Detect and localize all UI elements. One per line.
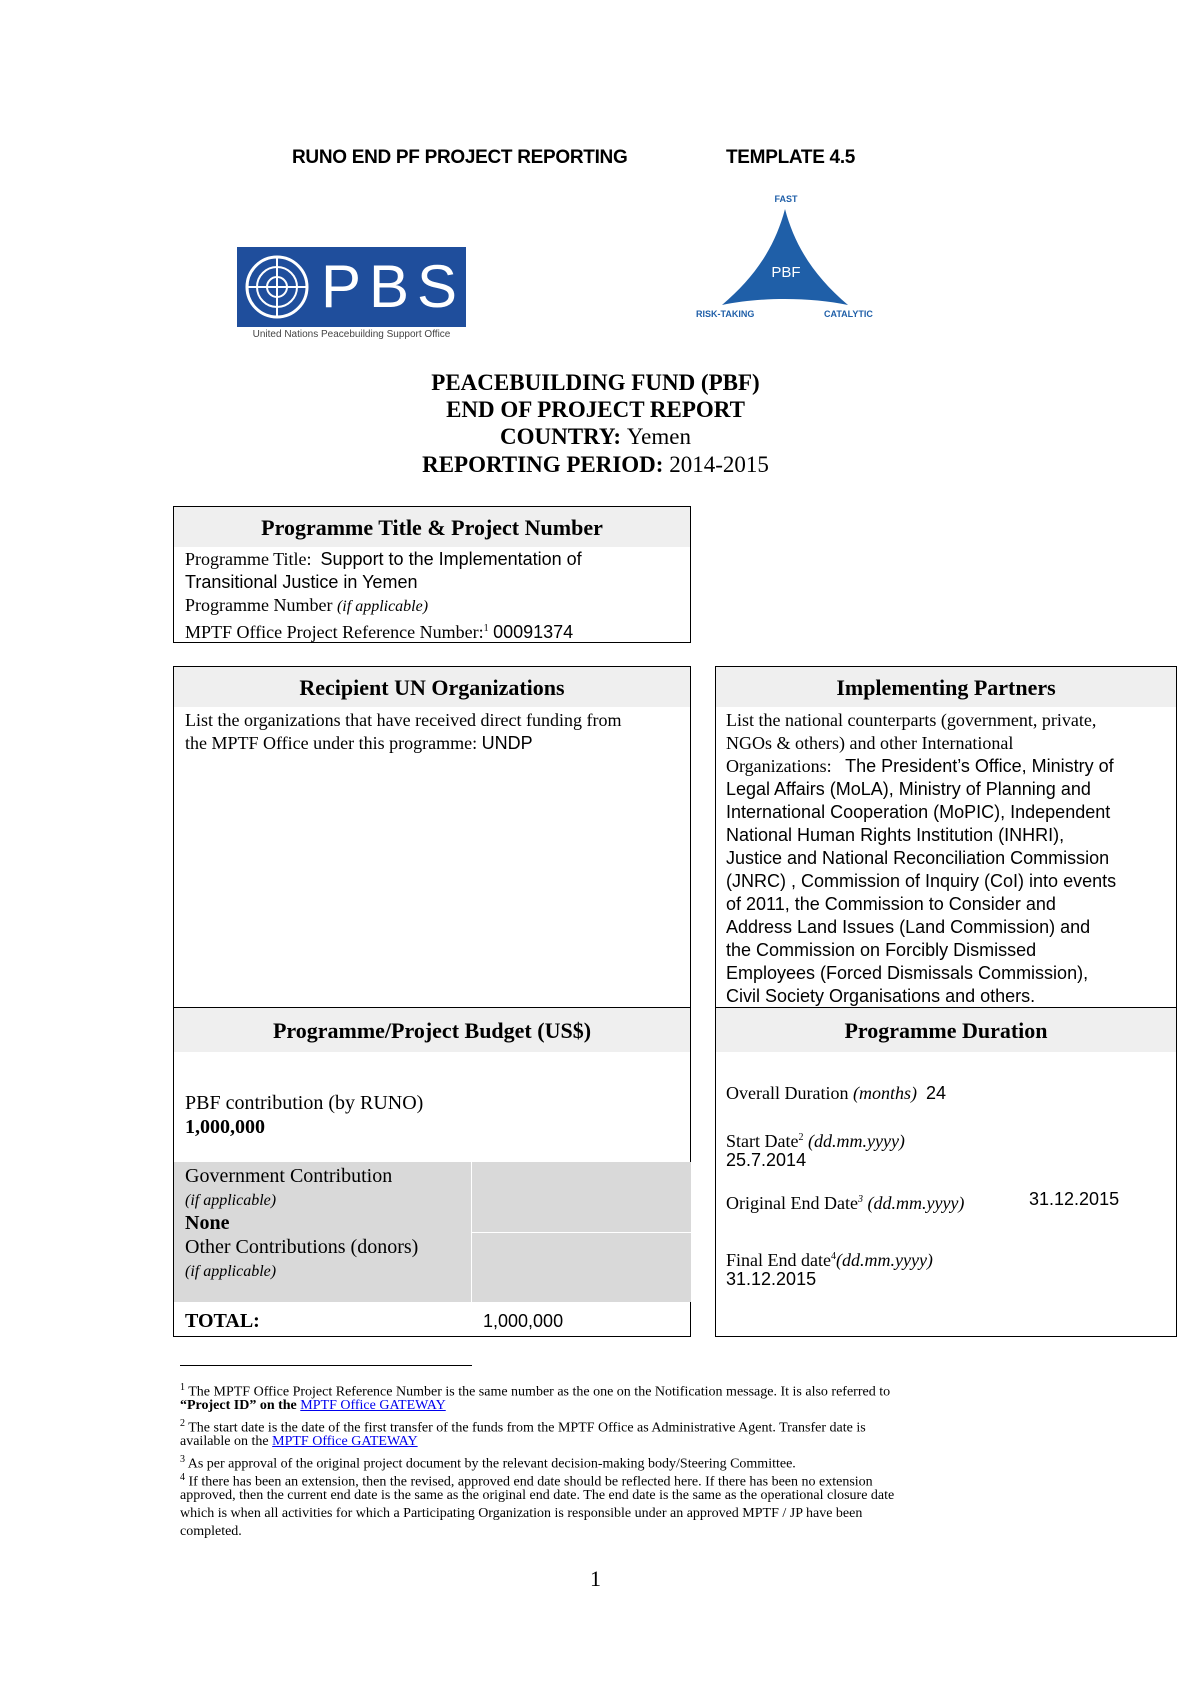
- overall-duration-row: [726, 1082, 946, 1105]
- partners-value-line: (JNRC) , Commission of Inquiry (CoI) into events: [726, 871, 1117, 891]
- partners-value-line: Address Land Issues (Land Commission) and: [726, 917, 1091, 937]
- period-line: [0, 452, 1191, 478]
- start-date-value: 25.7.2014: [726, 1150, 807, 1170]
- footnote-3-text: As per approval of the original project document by the relevant decision-making body/Steering Committee.: [187, 1456, 796, 1472]
- final-end-format: (dd.mm.yyyy): [835, 1250, 933, 1270]
- partners-intro-1: List the national counterparts (government, private,: [726, 710, 1097, 730]
- pbso-logo: [237, 247, 520, 346]
- period-label: REPORTING PERIOD:: [422, 452, 664, 477]
- partners-value-line: Employees (Forced Dismissals Commission),: [726, 963, 1089, 983]
- footnote-1-text: The MPTF Office Project Reference Number is the same number as the one on the Notification message. It is also referred to: [188, 1384, 891, 1400]
- recipients-heading: Recipient UN Organizations: [174, 667, 690, 707]
- mptf-gateway-link[interactable]: MPTF Office GATEWAY: [300, 1398, 446, 1413]
- programme-title-value-2: Transitional Justice in Yemen: [185, 572, 418, 592]
- final-end-label: Final End date: [726, 1250, 831, 1270]
- recipients-line1: List the organizations that have received direct funding from: [185, 710, 622, 730]
- footnote-2-num: 2: [180, 1418, 185, 1429]
- other-contribution-label: Other Contributions (donors): [185, 1236, 419, 1258]
- partners-intro-3: Organizations:: [726, 756, 832, 776]
- programme-number-label: Programme Number: [185, 595, 333, 615]
- footnote-1-bold: “Project ID” on the: [180, 1398, 297, 1413]
- partners-heading: Implementing Partners: [716, 667, 1176, 707]
- programme-heading: Programme Title & Project Number: [174, 507, 690, 547]
- pbf-risk-label: RISK-TAKING: [696, 309, 755, 319]
- original-end-value: 31.12.2015: [1029, 1189, 1120, 1209]
- programme-box: [173, 506, 691, 643]
- pbf-fast-label: FAST: [774, 194, 798, 204]
- partners-value-line: the Commission on Forcibly Dismissed: [726, 940, 1037, 960]
- total-label: TOTAL:: [185, 1310, 260, 1332]
- pbf-contribution-value: 1,000,000: [185, 1116, 265, 1138]
- programme-title-value-1: Support to the Implementation of: [320, 549, 582, 569]
- footnote-1-cont: [180, 1397, 1020, 1415]
- reference-number-label: MPTF Office Project Reference Number:: [185, 622, 484, 642]
- start-date-sup: 2: [798, 1132, 804, 1143]
- partners-value-line: Legal Affairs (MoLA), Ministry of Planning and: [726, 779, 1091, 799]
- partners-value-line: Justice and National Reconciliation Commission: [726, 848, 1110, 868]
- pbf-catalytic-label: CATALYTIC: [824, 309, 873, 319]
- programme-number-row: [185, 594, 428, 618]
- footnote-2-cont: [180, 1433, 1020, 1451]
- duration-box: [715, 1007, 1177, 1337]
- report-type-header: RUNO END PF PROJECT REPORTING: [292, 147, 628, 168]
- partners-value-line: The President’s Office, Ministry of: [845, 756, 1114, 776]
- pbf-contribution-label: PBF contribution (by RUNO): [185, 1092, 424, 1114]
- pbf-center-label: PBF: [771, 264, 801, 281]
- final-end-sup: 4: [830, 1251, 836, 1262]
- country-line: [0, 424, 1191, 450]
- footnote-4-line: which is when all activities for which a Participating Organization is responsible under an approved MPTF / JP have been: [180, 1506, 863, 1521]
- total-value: 1,000,000: [483, 1311, 564, 1331]
- footnote-4-num: 4: [180, 1472, 185, 1483]
- page-number: 1: [590, 1566, 601, 1591]
- pbso-letters: PBSO: [321, 253, 520, 320]
- un-emblem-icon: [241, 251, 313, 323]
- report-title-line2: END OF PROJECT REPORT: [446, 397, 745, 422]
- footnote-3-num: 3: [180, 1454, 185, 1465]
- reference-number-row: [185, 617, 573, 644]
- pbso-caption: United Nations Peacebuilding Support Office: [252, 329, 451, 340]
- footnote-4-line: approved, then the current end date is the same as the original end date. The end date is the same as the operational closure date: [180, 1488, 895, 1503]
- footnote-1-num: 1: [180, 1382, 185, 1393]
- shade-divider: [472, 1232, 691, 1233]
- original-end-label: Original End Date: [726, 1193, 858, 1213]
- reference-number-value: 00091374: [493, 622, 574, 642]
- gov-contribution-note: (if applicable): [185, 1192, 277, 1209]
- final-end-value: 31.12.2015: [726, 1269, 817, 1289]
- partners-box: [715, 666, 1177, 1008]
- recipients-line2: the MPTF Office under this programme:: [185, 733, 478, 753]
- partners-value-line: Civil Society Organisations and others.: [726, 986, 1036, 1006]
- overall-duration-label: Overall Duration: [726, 1083, 849, 1103]
- start-date-label: Start Date: [726, 1131, 799, 1151]
- report-title-line1: PEACEBUILDING FUND (PBF): [431, 370, 760, 395]
- footnote-4-line: completed.: [180, 1524, 242, 1539]
- recipients-box: [173, 666, 691, 1008]
- reference-number-sup: 1: [483, 623, 489, 634]
- gov-contribution-label: Government Contribution: [185, 1165, 393, 1187]
- footnote-4-line: If there has been an extension, then the revised, approved end date should be reflected here. If there has been no extension: [188, 1474, 873, 1490]
- original-end-sup: 3: [857, 1194, 863, 1205]
- partners-value-line: of 2011, the Commission to Consider and: [726, 894, 1056, 914]
- footnote-2-text: The start date is the date of the first transfer of the funds from the MPTF Office as Administrative Agent. Transfer date is: [188, 1420, 866, 1436]
- duration-heading: Programme Duration: [716, 1008, 1176, 1052]
- budget-heading: Programme/Project Budget (US$): [174, 1008, 690, 1052]
- partners-value-line: National Human Rights Institution (INHRI),: [726, 825, 1065, 845]
- partners-value-line: International Cooperation (MoPIC), Independent: [726, 802, 1111, 822]
- period-value: 2014-2015: [669, 452, 769, 477]
- footnote-separator: [180, 1365, 472, 1366]
- budget-box: [173, 1007, 691, 1337]
- partners-intro-3-row: [726, 755, 1114, 778]
- original-end-row: [726, 1188, 964, 1215]
- recipients-line2-row: [185, 732, 533, 755]
- country-label: COUNTRY:: [500, 424, 622, 449]
- other-contribution-note: (if applicable): [185, 1263, 277, 1280]
- mptf-gateway-link[interactable]: MPTF Office GATEWAY: [272, 1434, 418, 1449]
- programme-title-row: [185, 548, 582, 571]
- programme-title-label: Programme Title:: [185, 549, 312, 569]
- country-value: Yemen: [626, 424, 691, 449]
- programme-number-note: (if applicable): [336, 598, 429, 615]
- overall-duration-unit: (months): [852, 1083, 917, 1103]
- original-end-format: (dd.mm.yyyy): [867, 1193, 965, 1213]
- footnote-2-text2: available on the: [180, 1434, 269, 1449]
- recipients-value: UNDP: [481, 733, 533, 753]
- partners-intro-2: NGOs & others) and other International: [726, 733, 1014, 753]
- gov-contribution-value: None: [185, 1212, 230, 1234]
- overall-duration-value: 24: [925, 1083, 946, 1103]
- template-version: TEMPLATE 4.5: [726, 147, 856, 168]
- pbf-triangle-icon: [720, 207, 850, 307]
- start-date-format: (dd.mm.yyyy): [807, 1131, 905, 1151]
- pbf-logo: [696, 191, 876, 321]
